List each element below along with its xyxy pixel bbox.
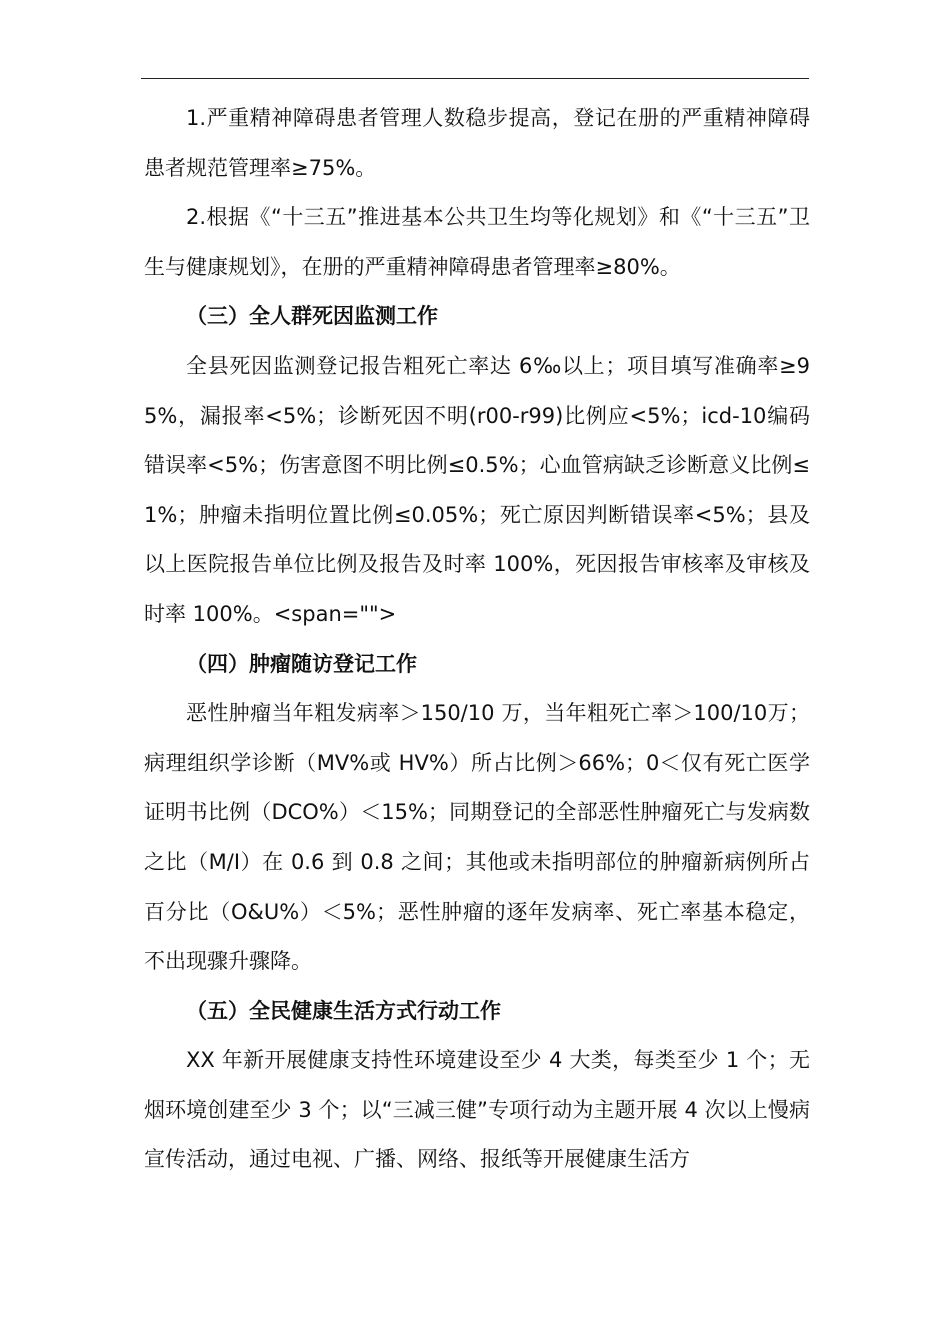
header-rule (141, 78, 809, 79)
document-body (144, 94, 810, 1185)
paragraph-healthy-lifestyle: XX 年新开展健康支持性环境建设至少 4 大类，每类至少 1 个；无烟环境创建至少 3 个；以“三减三健”专项行动为主题开展 4 次以上慢病宣传活动，通过电视、广播、网络、报纸等开展健康生活方 (144, 1048, 810, 1172)
paragraph-death-surveillance: 全县死因监测登记报告粗死亡率达 6‰以上；项目填写准确率≥95%，漏报率<5%；诊断死因不明(r00-r99)比例应<5%；icd-10编码错误率<5%；伤害意图不明比例≤0.5%；心血管病缺乏诊断意义比例≤1%；肿瘤未指明位置比例≤0.05%；死亡原因判断错误率<5%；县及以上医院报告单位比例及报告及时率 100%，死因报告审核率及审核及时率 100%。<span=""> (144, 353, 810, 626)
paragraph-mental-health-2: 2.根据《“十三五”推进基本公共卫生均等化规划》和《“十三五”卫生与健康规划》，在册的严重精神障碍患者管理率≥80%。 (144, 205, 810, 279)
section-heading-tumor-registry: （四）肿瘤随访登记工作 (186, 651, 417, 676)
paragraph-tumor-registry: 恶性肿瘤当年粗发病率＞150/10 万，当年粗死亡率＞100/10万；病理组织学诊断（MV%或 HV%）所占比例＞66%；0＜仅有死亡医学证明书比例（DCO%）＜15%；同期登记的全部恶性肿瘤死亡与发病数之比（M/I）在 0.6 到 0.8 之间；其他或未指明部位的肿瘤新病例所占百分比（O&U%）＜5%；恶性肿瘤的逐年发病率、死亡率基本稳定，不出现骤升骤降。 (144, 701, 810, 974)
section-heading-death-surveillance: （三）全人群死因监测工作 (186, 304, 438, 329)
section-heading-healthy-lifestyle: （五）全民健康生活方式行动工作 (186, 998, 501, 1023)
paragraph-mental-health-1: 1.严重精神障碍患者管理人数稳步提高，登记在册的严重精神障碍患者规范管理率≥75%。 (144, 106, 810, 180)
